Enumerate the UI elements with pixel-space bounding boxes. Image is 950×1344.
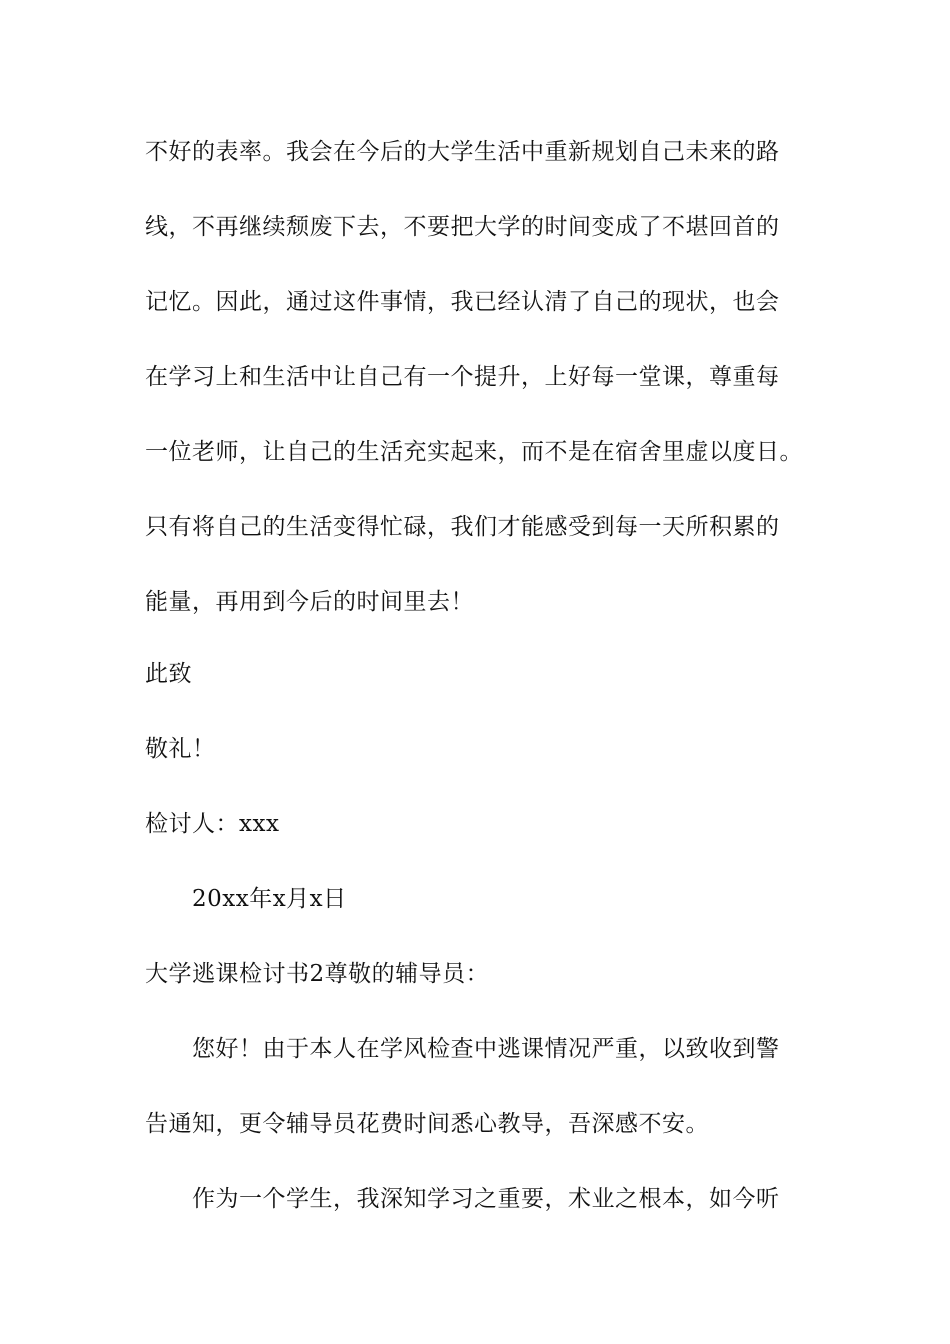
paragraph-line: 一位老师，让自己的生活充实起来，而不是在宿舍里虚以度日。: [145, 439, 803, 465]
signature-line: 检讨人：xxx: [145, 811, 280, 837]
closing-salutation: 此致: [145, 661, 192, 687]
paragraph-line: 您好！由于本人在学风检查中逃课情况严重，以致收到警: [192, 1036, 780, 1062]
closing-regards: 敬礼！: [145, 736, 216, 762]
paragraph-line: 能量，再用到今后的时间里去！: [145, 589, 474, 615]
paragraph-line: 作为一个学生，我深知学习之重要，术业之根本，如今听: [192, 1186, 780, 1212]
paragraph-line: 不好的表率。我会在今后的大学生活中重新规划自己未来的路: [145, 139, 780, 165]
date-line: 20xx年x月x日: [192, 886, 347, 912]
paragraph-line: 在学习上和生活中让自己有一个提升，上好每一堂课，尊重每: [145, 364, 780, 390]
paragraph-line: 只有将自己的生活变得忙碌，我们才能感受到每一天所积累的: [145, 514, 780, 540]
paragraph-line: 线，不再继续颓废下去，不要把大学的时间变成了不堪回首的: [145, 214, 780, 240]
paragraph-line: 记忆。因此，通过这件事情，我已经认清了自己的现状，也会: [145, 289, 780, 315]
section-heading: 大学逃课检讨书2尊敬的辅导员：: [145, 961, 490, 987]
paragraph-line: 告通知，更令辅导员花费时间悉心教导，吾深感不安。: [145, 1111, 709, 1137]
